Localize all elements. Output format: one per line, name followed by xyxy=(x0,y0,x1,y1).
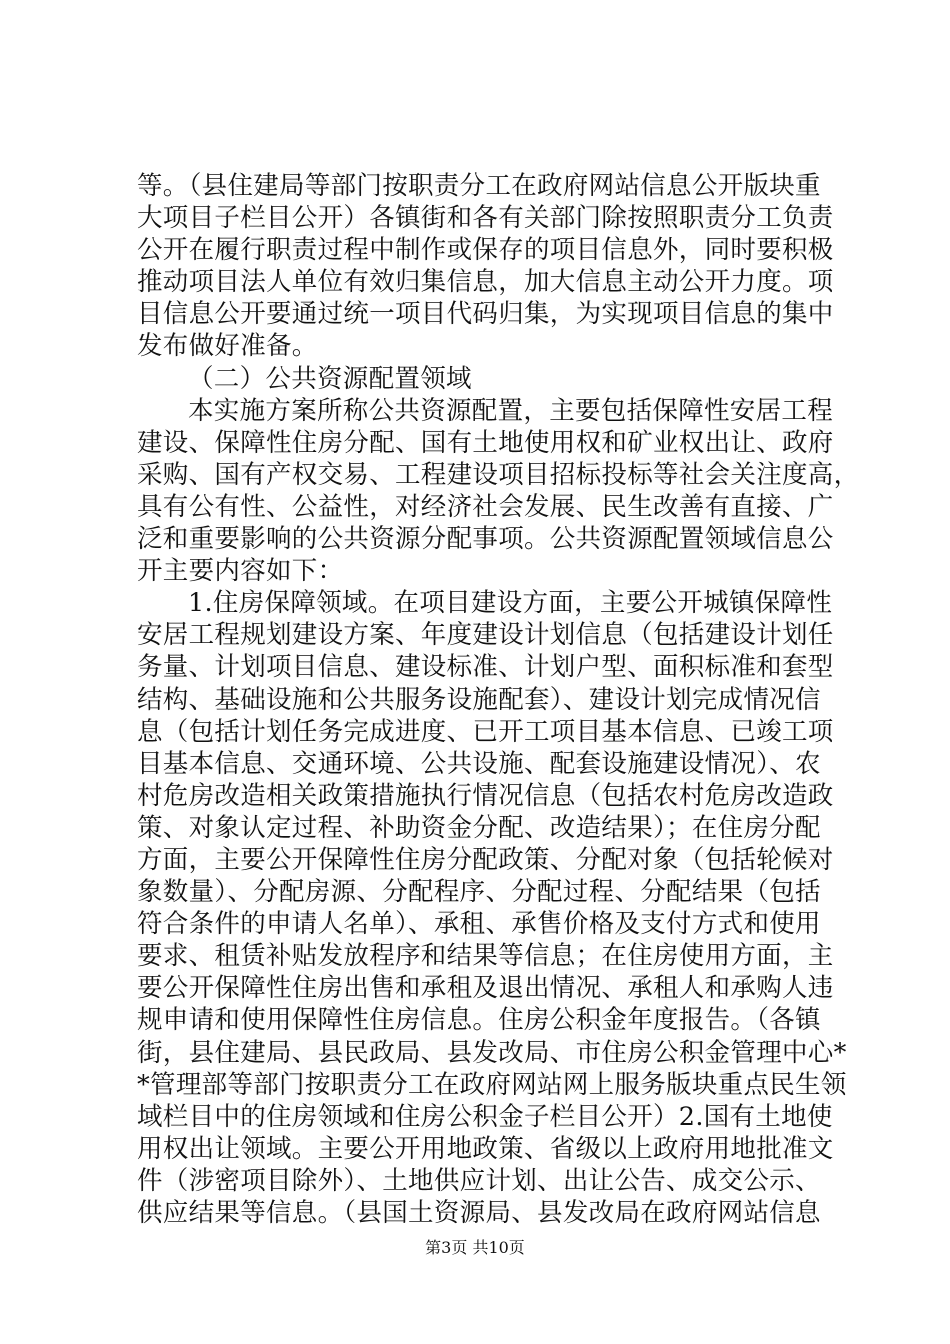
paragraph-line: 具有公有性、公益性，对经济社会发展、民生改善有直接、广 xyxy=(137,492,834,522)
paragraph-line: 目基本信息、交通环境、公共设施、配套设施建设情况）、农 xyxy=(137,749,821,779)
paragraph-line: 村危房改造相关政策措施执行情况信息（包括农村危房改造政 xyxy=(137,781,834,811)
paragraph-line: 大项目子栏目公开）各镇街和各有关部门除按照职责分工负责 xyxy=(137,203,834,233)
paragraph-line: 用权出让领域。主要公开用地政策、省级以上政府用地批准文 xyxy=(137,1134,834,1164)
paragraph-line: *管理部等部门按职责分工在政府网站网上服务版块重点民生领 xyxy=(137,1070,847,1100)
paragraph-line: 建设、保障性住房分配、国有土地使用权和矿业权出让、政府 xyxy=(137,428,834,458)
paragraph-line: 方面，主要公开保障性住房分配政策、分配对象（包括轮候对 xyxy=(137,845,834,875)
section-heading: （二）公共资源配置领域 xyxy=(188,364,472,394)
paragraph-line: 要求、租赁补贴发放程序和结果等信息；在住房使用方面，主 xyxy=(137,941,834,971)
paragraph-line: 安居工程规划建设方案、年度建设计划信息（包括建设计划任 xyxy=(137,620,834,650)
paragraph-line: 开主要内容如下： xyxy=(137,556,344,586)
paragraph-line: 域栏目中的住房领域和住房公积金子栏目公开）2.国有土地使 xyxy=(137,1102,833,1132)
paragraph-line: 采购、国有产权交易、工程建设项目招标投标等社会关注度高， xyxy=(137,460,860,490)
page-number: 第3页 共10页 xyxy=(425,1238,525,1257)
paragraph-line: 象数量）、分配房源、分配程序、分配过程、分配结果（包括 xyxy=(137,877,821,907)
paragraph-line: 供应结果等信息。（县国土资源局、县发改局在政府网站信息 xyxy=(137,1198,821,1228)
paragraph-line: 结构、基础设施和公共服务设施配套）、建设计划完成情况信 xyxy=(137,685,821,715)
paragraph-line: 1.住房保障领域。在项目建设方面，主要公开城镇保障性 xyxy=(188,588,833,618)
paragraph-line: 发布做好准备。 xyxy=(137,331,318,361)
paragraph-line: 本实施方案所称公共资源配置，主要包括保障性安居工程 xyxy=(188,396,834,426)
paragraph-line: 推动项目法人单位有效归集信息，加大信息主动公开力度。项 xyxy=(137,267,834,297)
paragraph-line: 要公开保障性住房出售和承租及退出情况、承租人和承购人违 xyxy=(137,973,834,1003)
paragraph-line: 规申请和使用保障性住房信息。住房公积金年度报告。（各镇 xyxy=(137,1005,821,1035)
paragraph-line: 务量、计划项目信息、建设标准、计划户型、面积标准和套型 xyxy=(137,652,834,682)
paragraph-line: 息（包括计划任务完成进度、已开工项目基本信息、已竣工项 xyxy=(137,717,834,747)
paragraph-line: 街，县住建局、县民政局、县发改局、市住房公积金管理中心* xyxy=(137,1038,847,1068)
paragraph-line: 公开在履行职责过程中制作或保存的项目信息外，同时要积极 xyxy=(137,235,834,265)
paragraph-line: 等。（县住建局等部门按职责分工在政府网站信息公开版块重 xyxy=(137,171,821,201)
paragraph-line: 件（涉密项目除外）、土地供应计划、出让公告、成交公示、 xyxy=(137,1166,821,1196)
paragraph-line: 符合条件的申请人名单）、承租、承售价格及支付方式和使用 xyxy=(137,909,821,939)
paragraph-line: 泛和重要影响的公共资源分配事项。公共资源配置领域信息公 xyxy=(137,524,834,554)
paragraph-line: 策、对象认定过程、补助资金分配、改造结果）；在住房分配 xyxy=(137,813,821,843)
paragraph-line: 目信息公开要通过统一项目代码归集，为实现项目信息的集中 xyxy=(137,299,834,329)
